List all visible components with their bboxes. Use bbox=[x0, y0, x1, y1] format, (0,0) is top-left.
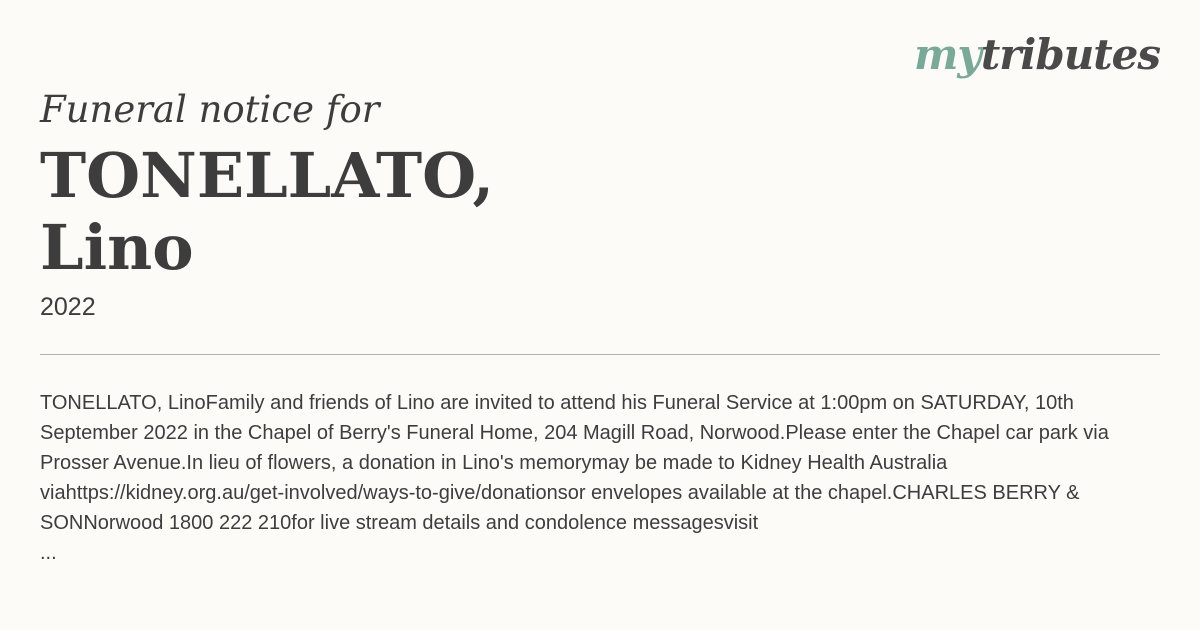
deceased-name bbox=[40, 140, 494, 284]
deceased-given-name: Lino bbox=[40, 211, 194, 284]
page-subtitle: Funeral notice for bbox=[40, 88, 380, 131]
notice-year: 2022 bbox=[40, 293, 96, 321]
notice-text: TONELLATO, LinoFamily and friends of Lino are invited to attend his Funeral Service at 1:00pm on SATURDAY, 10th September 2022 in the Chapel of Berry's Funeral Home, 204 Magill Road, Norwood.Please enter the Chapel car park via Prosser Avenue.In lieu of flowers, a donation in Lino's memorymay be made to Kidney Health Australia viahttps://kidney.org.au/get-involved/ways-to-give/donationsor envelopes available at the chapel.CHARLES BERRY & SONNorwood 1800 222 210for live stream details and condolence messagesvisit bbox=[40, 392, 1109, 534]
divider bbox=[40, 354, 1160, 355]
deceased-surname: TONELLATO, bbox=[40, 139, 495, 212]
notice-ellipsis: ... bbox=[40, 542, 57, 564]
logo-part-tributes: tributes bbox=[980, 30, 1160, 79]
logo-part-my: my bbox=[913, 30, 981, 79]
mytributes-logo[interactable] bbox=[913, 30, 1160, 79]
